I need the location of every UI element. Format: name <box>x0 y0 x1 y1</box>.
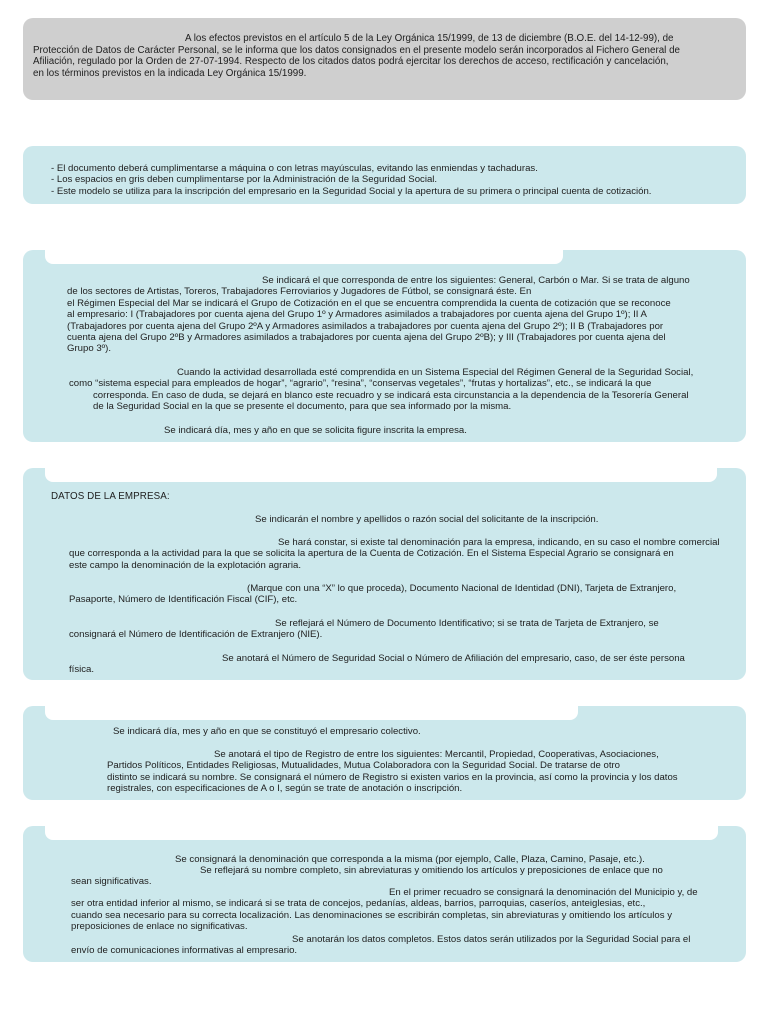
trade-name-line: que corresponda a la actividad para la que se solicita la apertura de la Cuenta de Cotización. En el Sistema Especial Agrario se consignará en <box>69 548 674 560</box>
road-name-line: sean significativas. <box>71 876 152 888</box>
registry-line: Se anotará el tipo de Registro de entre los siguientes: Mercantil, Propiedad, Cooperativas, Asociaciones, <box>214 749 659 760</box>
id-number-line: consignará el Número de Identificación de Extranjero (NIE). <box>69 629 323 641</box>
road-name-line: Se reflejará su nombre completo, sin abreviaturas y omitiendo los artículos y preposiciones de enlace que no <box>200 865 663 876</box>
section-title-tab <box>45 826 718 840</box>
constitution-date-line: Se indicará día, mes y año en que se constituyó el empresario colectivo. <box>113 726 421 737</box>
contact-line: Se anotarán los datos completos. Estos datos serán utilizados por la Seguridad Social para el <box>292 934 691 945</box>
trade-name-line: Se hará constar, si existe tal denominación para la empresa, indicando, en su caso el nombre comercial <box>278 537 720 548</box>
registration-date-line: Se indicará día, mes y año en que se solicita figure inscrita la empresa. <box>164 425 467 436</box>
locality-line: cuando sea necesario para su correcta localización. Las denominaciones se escribirán completas, sin abreviaturas y omitiendo los artículos y <box>71 909 672 921</box>
ss-number-paragraph <box>69 653 732 676</box>
regime-line: el Régimen Especial del Mar se indicará el Grupo de Cotización en el que se encuentra comprendida la cuenta de cotización que se reconoce <box>67 297 671 309</box>
contact-line: envío de comunicaciones informativas al empresario. <box>71 945 298 957</box>
id-number-paragraph <box>69 618 732 641</box>
registry-line: Partidos Políticos, Entidades Religiosas, Mutualidades, Mutua Colaboradora con la Seguridad Social. De tratarse de otro <box>107 760 621 772</box>
special-line: de la Seguridad Social en la que se presente el documento, para que sea informado por la misma. <box>93 401 512 413</box>
id-number-line: Se reflejará el Número de Documento Identificativo; si se trata de Tarjeta de Extranjero, se <box>275 618 659 629</box>
legal-notice-text <box>33 33 736 79</box>
registry-line: distinto se indicará su nombre. Se consignará el número de Registro si existen varios en la provincia, así como la provincia y los datos <box>107 771 678 783</box>
trade-name-line: este campo la denominación de la explotación agraria. <box>69 559 301 571</box>
locality-line: ser otra entidad inferior al mismo, se indicará si se trata de concejos, pedanías, aldeas, barrios, parroquias, caseríos, anteiglesias, etc., <box>71 898 646 910</box>
locality-paragraph <box>71 887 734 933</box>
address-section-box <box>23 826 746 962</box>
id-type-line: Pasaporte, Número de Identificación Fiscal (CIF), etc. <box>69 594 298 606</box>
collective-section-box <box>23 706 746 800</box>
instructions-list <box>51 163 651 197</box>
legal-line: Protección de Datos de Carácter Personal, se le informa que los datos consignados en el presente modelo serán incorporados al Fichero General de <box>33 44 680 56</box>
registry-paragraph <box>107 749 732 795</box>
instruction-item: - El documento deberá cumplimentarse a máquina o con letras mayúsculas, evitando las enmiendas y tachaduras. <box>51 163 538 174</box>
locality-line: En el primer recuadro se consignará la denominación del Municipio y, de <box>389 887 698 898</box>
regime-line: (Trabajadores por cuenta ajena del Grupo 2ºA y Armadores asimilados a trabajadores por cuenta ajena del Grupo 2º); II B (Trabajadores por <box>67 320 664 332</box>
legal-line: Afiliación, regulado por la Orden de 27-07-1994. Respecto de los citados datos podrá ejercitar los derechos de acceso, rectificación y cancelación, <box>33 56 669 68</box>
legal-notice-box <box>23 18 746 100</box>
instruction-item: - Este modelo se utiliza para la inscripción del empresario en la Seguridad Social y la apertura de su primera o principal cuenta de cotización. <box>51 185 652 197</box>
company-section-box <box>23 468 746 680</box>
regime-line: Grupo 3º). <box>67 343 112 355</box>
company-heading: DATOS DE LA EMPRESA: <box>51 491 170 502</box>
road-name-paragraph <box>71 865 734 888</box>
ss-number-line: Se anotará el Número de Seguridad Social o Número de Afiliación del empresario, caso, de ser éste persona <box>222 653 685 664</box>
id-type-paragraph <box>69 583 732 606</box>
legal-line: en los términos previstos en la indicada Ley Orgánica 15/1999. <box>33 67 307 79</box>
road-type-line: Se consignará la denominación que corresponda a la misma (por ejemplo, Calle, Plaza, Camino, Pasaje, etc.). <box>175 854 645 865</box>
id-type-line: (Marque con una “X” lo que proceda), Documento Nacional de Identidad (DNI), Tarjeta de Extranjero, <box>247 583 677 594</box>
regime-line: cuenta ajena del Grupo 2ºB y Armadores asimilados a trabajadores por cuenta ajena del Grupo 2ºB); y III (Trabajadores por cuenta ajena del <box>67 332 666 344</box>
contact-paragraph <box>71 934 734 957</box>
regime-line: Se indicará el que corresponda de entre los siguientes: General, Carbón o Mar. Si se trata de alguno <box>262 275 690 286</box>
section-title-tab <box>45 250 563 264</box>
regime-line: al empresario: I (Trabajadores por cuenta ajena del Grupo 1º y Armadores asimilados a trabajadores por cuenta ajena del Grupo 1º); II A <box>67 309 647 321</box>
legal-line: A los efectos previstos en el artículo 5 de la Ley Orgánica 15/1999, de 13 de diciembre (B.O.E. del 14-12-99), de <box>185 33 674 44</box>
regime-section-box <box>23 250 746 442</box>
instruction-item: - Los espacios en gris deben cumplimentarse por la Administración de la Seguridad Social. <box>51 174 438 186</box>
trade-name-paragraph <box>69 537 732 571</box>
general-instructions-box <box>23 146 746 204</box>
regime-line: de los sectores de Artistas, Toreros, Trabajadores Ferroviarios y Jugadores de Fútbol, se consignará éste. En <box>67 286 532 298</box>
ss-number-line: física. <box>69 664 95 676</box>
locality-line: preposiciones de enlace no significativas. <box>71 921 248 933</box>
section-title-tab <box>45 706 578 720</box>
company-name-line: Se indicarán el nombre y apellidos o razón social del solicitante de la inscripción. <box>255 514 599 525</box>
section-title-tab <box>45 468 717 482</box>
special-line: como “sistema especial para empleados de hogar”, “agrario”, “resina”, “conservas vegetales”, “frutas y hortalizas”, etc., se indicará la que <box>69 378 652 390</box>
registry-line: registrales, con especificaciones de A o I, según se trate de anotación o inscripción. <box>107 783 463 795</box>
special-line: corresponda. En caso de duda, se dejará en blanco este recuadro y se indicará esta circunstancia a la dependencia de la Tesorería General <box>93 389 689 401</box>
regime-paragraph <box>67 275 736 355</box>
special-system-paragraph <box>69 367 740 413</box>
special-line: Cuando la actividad desarrollada esté comprendida en un Sistema Especial del Régimen General de la Seguridad Social, <box>177 367 694 378</box>
